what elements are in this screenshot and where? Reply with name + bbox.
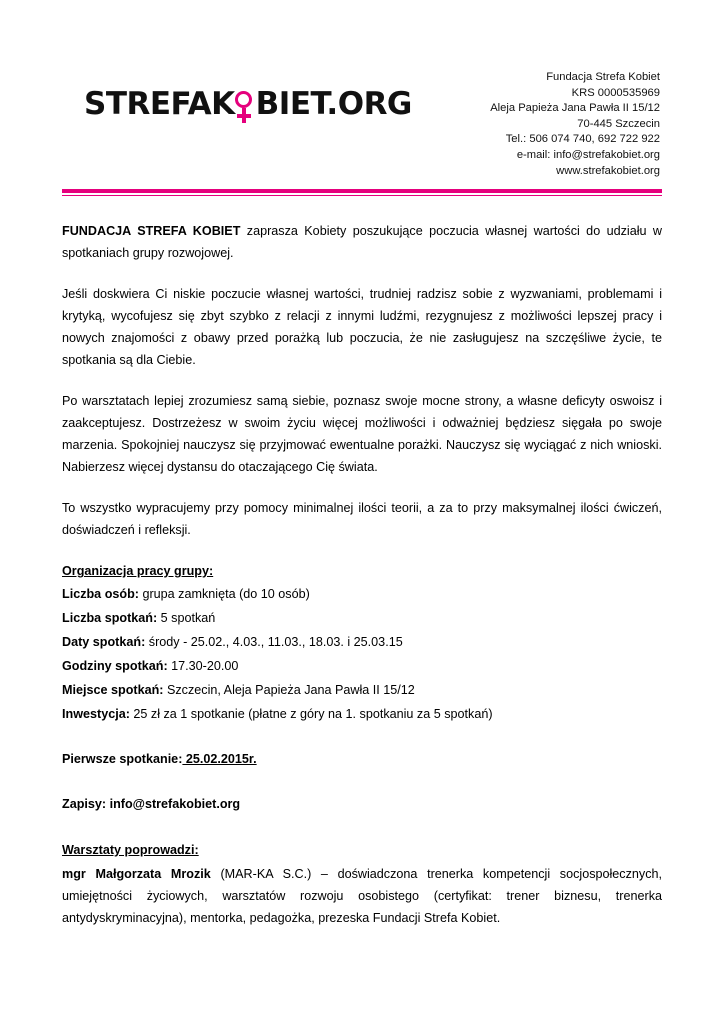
- contact-line-phone: Tel.: 506 074 740, 692 722 922: [505, 133, 660, 146]
- list-item: [62, 632, 662, 653]
- item-key: Liczba spotkań:: [62, 611, 158, 626]
- intro-rest: zaprasza Kobiety poszukujące poczucia własnej wartości do udziału w spotkaniach grupy rozwojowej.: [62, 224, 662, 261]
- contact-block: [490, 56, 662, 179]
- first-meeting-label: Pierwsze spotkanie:: [62, 752, 183, 767]
- trainer-bio-text: (MAR-KA S.C.) – doświadczona trenerka kompetencji socjospołecznych, umiejętności życiowych, warsztatów rozwoju osobistego (certyfikat: trener biznesu, trenerka antydyskryminacyjna), mentorka, pedagożka, prezeska Fundacji Strefa Kobiet.: [62, 867, 662, 926]
- list-item: [62, 608, 662, 629]
- item-key: Daty spotkań:: [62, 635, 146, 650]
- list-item: [62, 704, 662, 725]
- item-value: grupa zamknięta (do 10 osób): [138, 587, 310, 602]
- paragraph-3: To wszystko wypracujemy przy pomocy minimalnej ilości teorii, a za to przy maksymalnej ilości ćwiczeń, doświadczeń i refleksji.: [62, 501, 662, 538]
- list-item: [62, 680, 662, 701]
- item-value: środy - 25.02., 4.03., 11.03., 18.03. i 25.03.15: [145, 635, 403, 650]
- list-item: [62, 656, 662, 677]
- signup-label: Zapisy:: [62, 797, 107, 812]
- organization-heading-text: Organizacja pracy grupy: [62, 564, 209, 579]
- trainer-name: mgr Małgorzata Mrozik: [62, 867, 211, 882]
- item-value: 5 spotkań: [157, 611, 216, 626]
- header-divider-thin: [62, 195, 662, 196]
- organization-heading: [62, 560, 662, 582]
- item-key: Inwestycja:: [62, 707, 130, 722]
- contact-line-email[interactable]: e-mail: info@strefakobiet.org: [516, 148, 660, 161]
- logo-text-after: BIET.ORG: [255, 86, 412, 122]
- trainer-bio: [62, 863, 662, 929]
- signup-value[interactable]: info@strefakobiet.org: [106, 797, 241, 812]
- venus-symbol-icon: [234, 89, 257, 120]
- item-value: Szczecin, Aleja Papieża Jana Pawła II 15/12: [163, 683, 415, 698]
- intro-lead: FUNDACJA STREFA KOBIET: [62, 224, 241, 239]
- contact-line-website[interactable]: www.strefakobiet.org: [556, 164, 660, 177]
- paragraph-1: Jeśli doskwiera Ci niskie poczucie własnej wartości, trudniej radzisz sobie z wyzwaniami, problemami i krytyką, wycofujesz się zbyt szybko z relacji z innymi ludźmi, rezygnujesz z możliwości lepszej pracy i nowych znajomości z obawy przed porażką lub poczucia, że nie zasługujesz na szczęśliwe życie, te spotkania są dla Ciebie.: [62, 287, 662, 368]
- header-divider: [62, 189, 662, 193]
- logo: [62, 56, 412, 122]
- item-value: 17.30-20.00: [167, 659, 239, 674]
- item-key: Godziny spotkań:: [62, 659, 168, 674]
- item-value: 25 zł za 1 spotkanie (płatne z góry na 1. spotkaniu za 5 spotkań): [129, 707, 493, 722]
- contact-line-city: 70-445 Szczecin: [577, 117, 660, 130]
- letterhead-header: [62, 56, 662, 179]
- logo-text-before: STREFAK: [84, 86, 235, 122]
- contact-line-org: Fundacja Strefa Kobiet: [546, 71, 660, 83]
- contact-line-street: Aleja Papieża Jana Pawła II 15/12: [490, 102, 660, 115]
- first-meeting-value: 25.02.2015r.: [182, 752, 257, 767]
- item-key: Liczba osób:: [62, 587, 139, 602]
- trainer-heading: Warsztaty poprowadzi:: [62, 843, 199, 858]
- first-meeting-line: [62, 749, 662, 770]
- list-item: [62, 584, 662, 605]
- logo-wordmark: [84, 86, 412, 122]
- organization-list: [62, 584, 662, 725]
- contact-line-krs: KRS 0000535969: [571, 86, 660, 99]
- item-key: Miejsce spotkań:: [62, 683, 164, 698]
- intro-paragraph: [62, 220, 662, 264]
- organization-heading-suffix: :: [208, 564, 214, 579]
- signup-line: [62, 794, 662, 815]
- document-body: [62, 220, 662, 929]
- paragraph-2: Po warsztatach lepiej zrozumiesz samą siebie, poznasz swoje mocne strony, a własne deficyty oswoisz i zaakceptujesz. Dostrzeżesz w swoim życiu więcej możliwości i odważniej będziesz sięgała po swoje marzenia. Spokojniej nauczysz się przyjmować ewentualne porażki. Nauczysz się wyciągać z nich wnioski. Nabierzesz więcej dystansu do otaczającego Cię świata.: [62, 394, 662, 475]
